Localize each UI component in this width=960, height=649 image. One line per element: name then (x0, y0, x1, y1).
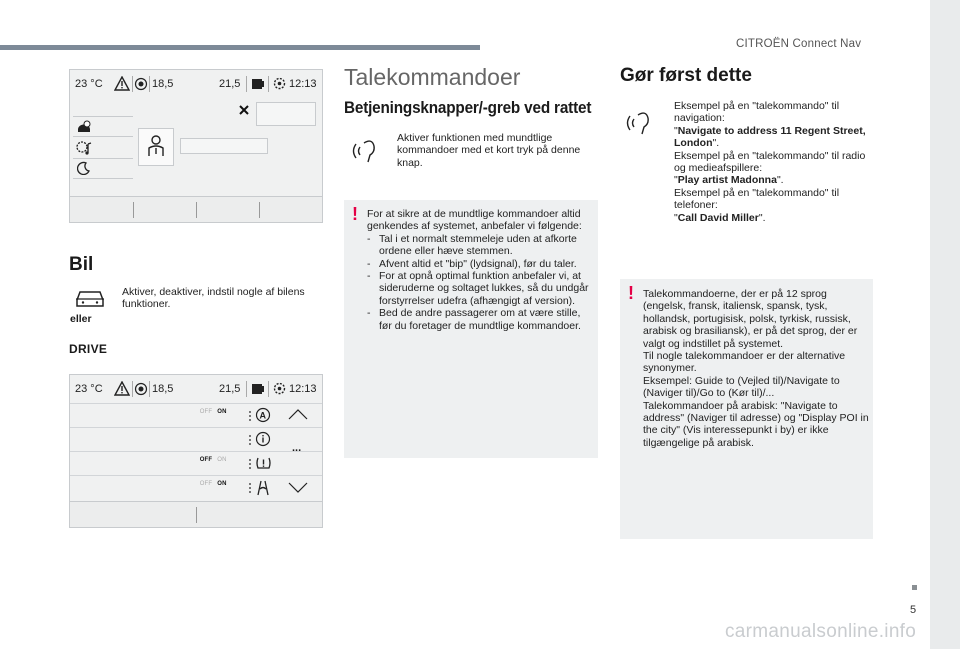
temp-left: 18,5 (152, 78, 174, 90)
info-icon (255, 431, 271, 447)
sound-settings-icon[interactable] (75, 140, 93, 156)
voice-recommendations-note (344, 200, 598, 458)
example-nav-command: "Navigate to address 11 Regent Street, London". (674, 124, 866, 150)
note-line: Til nogle talekommandoer er der alternative synonymer. (643, 350, 846, 375)
temp-left: 18,5 (152, 383, 174, 395)
close-icon[interactable] (237, 103, 251, 117)
phone-icon (250, 382, 265, 396)
exclamation-icon: ! (352, 204, 358, 224)
example-phone-intro: Eksempel på en "talekommando" til telefoner: (674, 186, 840, 212)
phone-icon (250, 77, 265, 91)
talekommandoer-heading: Talekommandoer (344, 64, 521, 90)
clock: 12:13 (289, 383, 317, 395)
side-strip (930, 0, 960, 649)
bil-description: Aktiver, deaktiver, indstil nogle af bilens funktioner. (122, 286, 305, 311)
voice-examples (674, 100, 870, 224)
car-icon (74, 288, 106, 308)
steering-controls-heading: Betjeningsknapper/-greb ved rattet (344, 98, 592, 117)
function-row-3[interactable] (70, 451, 322, 474)
more-options-icon[interactable] (249, 483, 251, 493)
note-item: - Afvent altid et "bip" (lydsignal), før du taler. (367, 258, 591, 270)
brand-label: CITROËN Connect Nav (736, 38, 862, 50)
header-bar (0, 45, 480, 50)
more-options-icon[interactable] (249, 459, 251, 469)
settings-icon (272, 76, 287, 91)
settings-icon (272, 381, 287, 396)
scroll-down-icon[interactable] (288, 482, 308, 494)
example-radio-intro: Eksempel på en "talekommando" til radio og medieafspillere: (674, 149, 866, 175)
note-item: - Tal i et normalt stemmeleje uden at afkorte ordene eller hæve stemmen. (367, 233, 591, 258)
eller-label: eller (70, 313, 92, 325)
note-line: Talekommandoer på arabisk: "Navigate to address" (Naviger til adresse) og "Display POI in the city" (Vis interessepunkt i by) er ikke tilgængelige på arabisk. (643, 399, 869, 449)
note-list (367, 233, 591, 332)
svg-text:A: A (259, 410, 266, 421)
warning-icon (114, 76, 130, 91)
watermark: carmanualsonline.info (725, 621, 917, 642)
temp-outside: 23 °C (75, 78, 103, 90)
top-right-box[interactable] (256, 102, 316, 126)
example-nav-intro: Eksempel på en "talekommando" til navigation: (674, 100, 840, 125)
toggle-4[interactable]: OFF ON (199, 481, 227, 487)
function-row-2[interactable] (70, 427, 322, 450)
auto-lights-icon (255, 407, 271, 423)
note-item: - For at opnå optimal funktion anbefaler vi, at sideruderne og soltaget lukkes, så du undgår forstyrrelser udefra (afhængigt af version). (367, 270, 591, 307)
warning-icon (114, 381, 130, 396)
drive-label: DRIVE (69, 342, 108, 356)
clock: 12:13 (289, 78, 317, 90)
voice-command-icon (350, 138, 380, 164)
page-marker (912, 585, 917, 590)
bottom-toolbar (70, 501, 322, 527)
screen-home (69, 69, 323, 223)
more-options-icon[interactable] (249, 435, 251, 445)
example-phone-command: "Call David Miller". (674, 211, 766, 224)
location-icon (134, 382, 148, 396)
lane-assist-icon (255, 479, 271, 496)
function-row-1[interactable] (70, 403, 322, 426)
note-item: - Bed de andre passagerer om at være stille, før du foretager de mundtlige kommandoer. (367, 307, 591, 332)
car-settings-icon[interactable] (76, 120, 92, 134)
bil-heading: Bil (69, 254, 94, 275)
page-number: 5 (910, 604, 917, 616)
user-profile-icon (146, 134, 166, 158)
note-intro: For at sikre at de mundtlige kommandoer altid genkendes af systemet, anbefaler vi følgende: (367, 208, 582, 233)
status-bar (70, 375, 322, 403)
note-line: Eksempel: Guide to (Vejled til)/Navigate to (Naviger til)/Go to (Kør til)/... (643, 374, 840, 400)
tyre-pressure-icon (255, 455, 272, 471)
screen-vehicle-functions (69, 374, 323, 528)
voice-button-text: Aktiver funktionen med mundtlige kommandoer med et kort tryk på denne knap. (397, 132, 581, 169)
scroll-up-icon[interactable] (288, 408, 308, 420)
toggle-3[interactable]: OFF ON (199, 457, 227, 463)
profile-name-field[interactable] (180, 138, 268, 154)
temp-right: 21,5 (219, 78, 241, 90)
gor-forst-heading: Gør først dette (620, 65, 752, 86)
example-radio-command: "Play artist Madonna". (674, 174, 784, 187)
more-options-icon[interactable] (249, 411, 251, 421)
toggle-1[interactable]: OFF ON (199, 409, 227, 415)
location-icon (134, 77, 148, 91)
status-bar (70, 70, 322, 98)
function-row-4[interactable] (70, 475, 322, 498)
note-line: Talekommandoerne, der er på 12 sprog (engelsk, fransk, italiensk, spansk, tysk, hollandsk, portugisisk, polsk, tyrkisk, russisk, arabisk og brasiliansk), er på det sprog, der er valgt og indstillet på systemet. (643, 288, 858, 350)
note-text (367, 208, 591, 332)
exclamation-icon: ! (628, 283, 634, 303)
bottom-toolbar (70, 196, 322, 222)
voice-command-icon (624, 110, 654, 136)
languages-note-text (643, 288, 869, 449)
temp-outside: 23 °C (75, 383, 103, 395)
more-indicator[interactable]: ... (292, 442, 302, 454)
night-mode-icon[interactable] (77, 161, 91, 175)
languages-note (620, 279, 873, 539)
temp-right: 21,5 (219, 383, 241, 395)
